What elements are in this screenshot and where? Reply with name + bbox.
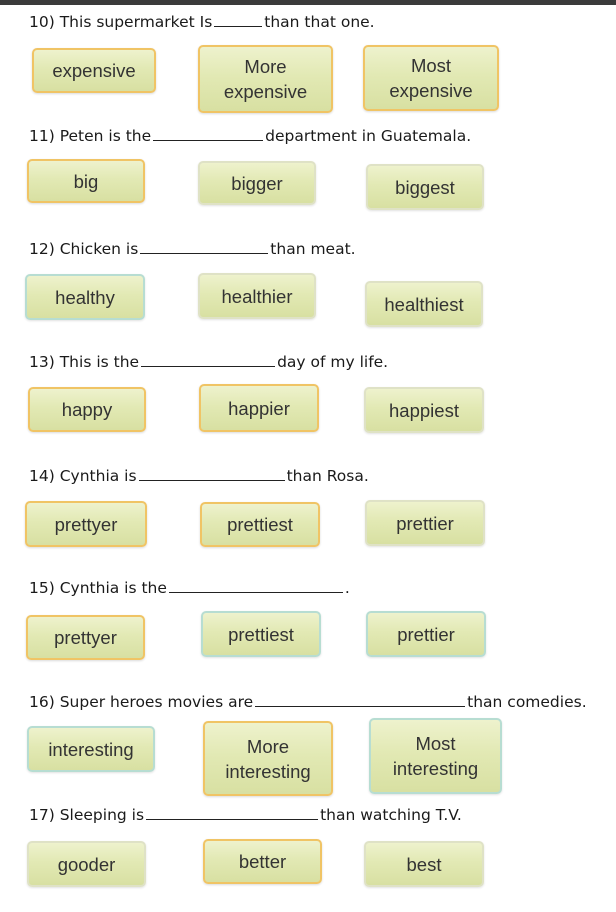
question-text-after: than that one.	[264, 13, 375, 31]
option-button[interactable]	[364, 387, 484, 433]
option-label: bigger	[231, 172, 283, 194]
answer-blank	[146, 805, 318, 820]
option-label: best	[406, 853, 442, 875]
answer-blank	[153, 126, 263, 141]
option-button[interactable]	[198, 45, 333, 113]
question-number: 15)	[29, 579, 55, 597]
question-10	[29, 12, 375, 31]
question-number: 11)	[29, 127, 55, 145]
option-button[interactable]	[364, 841, 484, 887]
option-button[interactable]	[27, 726, 155, 772]
question-11	[29, 126, 471, 145]
option-button[interactable]	[32, 48, 156, 93]
option-label: biggest	[395, 176, 455, 198]
option-label: Most interesting	[392, 733, 479, 779]
option-button[interactable]	[203, 721, 333, 796]
question-number: 16)	[29, 693, 55, 711]
answer-blank	[214, 12, 262, 27]
option-label: happier	[228, 397, 290, 419]
option-label: Most expensive	[389, 55, 473, 101]
option-button[interactable]	[201, 611, 321, 657]
question-text-before: Chicken is	[59, 240, 139, 258]
option-label: expensive	[52, 60, 136, 81]
option-button[interactable]	[27, 841, 146, 887]
option-label: prettyer	[54, 513, 118, 535]
question-text-before: Peten is the	[59, 127, 152, 145]
option-button[interactable]	[365, 281, 483, 327]
question-text-after: department in Guatemala.	[265, 127, 472, 145]
question-text-after: than meat.	[270, 240, 356, 258]
answer-blank	[141, 352, 275, 367]
question-text-before: This supermarket Is	[59, 13, 213, 31]
question-16	[29, 692, 587, 711]
question-text-after: than Rosa.	[286, 467, 369, 485]
question-14	[29, 466, 369, 485]
option-label: interesting	[48, 738, 134, 760]
top-border	[0, 0, 616, 5]
option-button[interactable]	[26, 615, 145, 660]
question-12	[29, 239, 356, 258]
question-text-before: Cynthia is the	[59, 579, 167, 597]
option-label: big	[73, 170, 99, 192]
question-number: 13)	[29, 353, 55, 371]
question-text-before: This is the	[59, 353, 140, 371]
answer-blank	[139, 466, 285, 481]
question-text-after: day of my life.	[277, 353, 389, 371]
option-label: prettyer	[54, 627, 117, 648]
answer-blank	[140, 239, 268, 254]
option-button[interactable]	[366, 611, 486, 657]
question-text-after: than watching T.V.	[320, 806, 462, 824]
option-label: gooder	[57, 853, 116, 875]
option-label: healthy	[55, 286, 115, 308]
question-number: 14)	[29, 467, 55, 485]
option-label: happy	[61, 399, 113, 420]
question-number: 17)	[29, 806, 55, 824]
question-text-after: than comedies.	[467, 693, 587, 711]
option-button[interactable]	[366, 164, 484, 210]
option-button[interactable]	[25, 501, 147, 547]
option-button[interactable]	[27, 159, 145, 203]
answer-blank	[169, 578, 343, 593]
question-number: 12)	[29, 240, 55, 258]
question-15	[29, 578, 350, 597]
option-label: prettier	[397, 623, 455, 645]
option-button[interactable]	[198, 161, 316, 205]
question-text-before: Sleeping is	[59, 806, 145, 824]
option-button[interactable]	[28, 387, 146, 432]
question-text-before: Cynthia is	[59, 467, 137, 485]
option-label: More interesting	[225, 735, 311, 782]
question-number: 10)	[29, 13, 55, 31]
option-button[interactable]	[199, 384, 319, 432]
question-text-after: .	[344, 579, 350, 597]
answer-blank	[255, 692, 465, 707]
option-button[interactable]	[203, 839, 322, 884]
option-button[interactable]	[365, 500, 485, 546]
question-13	[29, 352, 388, 371]
option-button[interactable]	[198, 273, 316, 319]
option-label: healthiest	[384, 293, 464, 315]
option-button[interactable]	[369, 718, 502, 794]
option-label: prettiest	[227, 514, 293, 535]
option-label: better	[238, 851, 287, 872]
option-label: prettier	[396, 512, 454, 534]
question-text-before: Super heroes movies are	[59, 693, 254, 711]
option-label: More expensive	[223, 56, 308, 102]
question-17	[29, 805, 462, 824]
option-button[interactable]	[200, 502, 320, 547]
option-label: healthier	[221, 285, 293, 307]
option-label: happiest	[389, 399, 459, 421]
option-button[interactable]	[363, 45, 499, 111]
option-label: prettiest	[228, 623, 294, 645]
option-button[interactable]	[25, 274, 145, 320]
